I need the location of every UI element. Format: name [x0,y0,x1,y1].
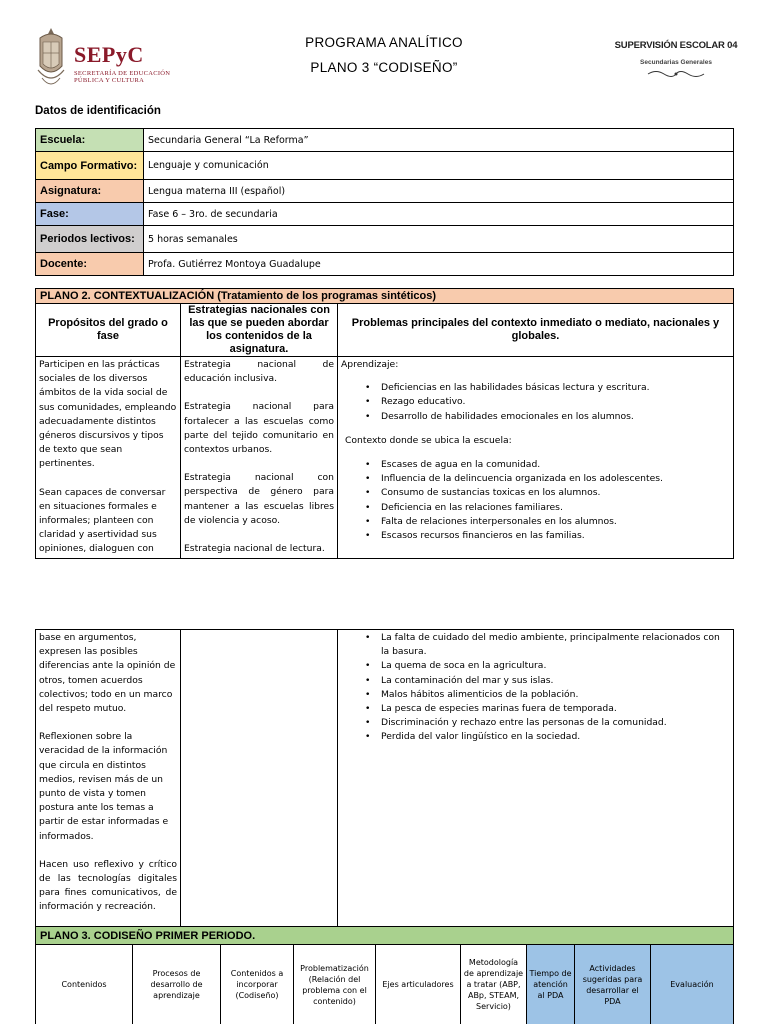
supervision-subtitle: Secundarias Generales [640,59,712,66]
list-item: • Deficiencias en las habilidades básicas lectura y escritura. [365,381,730,395]
col-head-strategies: Estrategias nacionales con las que se pueden abordar los contenidos de la asignatura. [181,304,338,357]
label-escuela: Escuela: [36,129,144,152]
context-label: Contexto donde se ubica la escuela: [345,434,512,446]
supervision-title: SUPERVISIÓN ESCOLAR 04 [614,40,738,51]
value-periodos: 5 horas semanales [144,226,734,253]
list-item: • Escases de agua en la comunidad. [365,458,730,472]
problems-cell [338,357,734,559]
section-label: Datos de identificación [35,105,161,117]
value-campo-formativo: Lenguaje y comunicación [144,152,734,180]
col-head-procesos: Procesos de desarrollo de aprendizaje [133,945,221,1024]
list-item: • Discriminación y rechazo entre las personas de la comunidad. [365,716,730,730]
col-head-ejes: Ejes articuladores [376,945,461,1024]
purposes-paragraph: Sean capaces de conversar en situaciones formales e informales; planteen con claridad y asertividad sus opiniones, dialoguen con [39,486,166,555]
purposes-cell-continued [36,630,181,927]
strategy-item: Estrategia nacional para fortalecer a las escuelas como parte del tejido comunitario en contextos urbanos. [184,401,334,456]
plano2-continuation-table [35,629,734,927]
list-item: • Deficiencia en las relaciones familiares. [365,501,730,515]
label-asignatura: Asignatura: [36,180,144,203]
col-head-evaluacion: Evaluación [651,945,734,1024]
col-head-problematizacion: Problematización (Relación del problema con el contenido) [294,945,376,1024]
label-campo-formativo: Campo Formativo: [36,152,144,180]
list-item: • Perdida del valor lingüístico en la sociedad. [365,730,730,744]
col-head-purposes: Propósitos del grado o fase [36,304,181,357]
plano3-title: PLANO 3. CODISEÑO PRIMER PERIODO. [36,927,734,945]
list-item: • La contaminación del mar y sus islas. [365,674,730,688]
strategies-cell [181,357,338,559]
purposes-cell [36,357,181,559]
supervision-logo [612,40,740,92]
value-escuela: Secundaria General “La Reforma” [144,129,734,152]
plano2-title: PLANO 2. CONTEXTUALIZACIÓN (Tratamiento de los programas sintéticos) [36,289,734,304]
col-head-metodologia: Metodología de aprendizaje a tratar (ABP, ABp, STEAM, Servicio) [461,945,527,1024]
list-item: • Rezago educativo. [365,395,730,409]
org-subtitle-1: SECRETARÍA DE EDUCACIÓN [74,70,171,77]
list-item: • Falta de relaciones interpersonales en los alumnos. [365,515,730,529]
strategy-item: Estrategia nacional con perspectiva de género para mantener a las escuelas libres de violencia y acoso. [184,472,334,526]
label-periodos: Periodos lectivos: [36,226,144,253]
purposes-paragraph: base en argumentos, expresen las posibles diferencias ante la opinión de otros, tomen acuerdos colectivos; todo en un marco del respeto mutuo. [39,632,176,715]
learning-label: Aprendizaje: [341,359,399,370]
purposes-paragraph: Participen en las prácticas sociales de los diversos ámbitos de la vida social de sus comunidades, empleando adecuadamente distintos géneros discursivos y tipos de texto que sean pertinentes. [39,359,177,470]
org-subtitle-2: PÚBLICA Y CULTURA [74,77,145,84]
col-head-contenidos-incorporar: Contenidos a incorporar (Codiseño) [221,945,294,1024]
ornament-icon [646,69,706,79]
value-fase: Fase 6 – 3ro. de secundaria [144,203,734,226]
list-item: • Influencia de la delincuencia organizada en los adolescentes. [365,472,730,486]
col-head-actividades: Actividades sugeridas para desarrollar el PDA [575,945,651,1024]
value-asignatura: Lengua materna III (español) [144,180,734,203]
plano3-table [35,926,734,1024]
list-item: • La pesca de especies marinas fuera de temporada. [365,702,730,716]
label-fase: Fase: [36,203,144,226]
col-head-contenidos: Contenidos [36,945,133,1024]
col-head-tiempo: Tiempo de atención al PDA [527,945,575,1024]
purposes-paragraph: Hacen uso reflexivo y crítico de las tecnologías digitales para fines comunicativos, de información y recreación. [39,858,177,913]
plano2-table [35,288,734,559]
org-name: SEPyC [74,42,144,67]
list-item: • Malos hábitos alimenticios de la población. [365,688,730,702]
identification-table [35,128,734,276]
document-title: PROGRAMA ANALÍTICO [305,35,463,50]
purposes-paragraph: Reflexionen sobre la veracidad de la información que circula en distintos medios, revisen más de un punto de vista y tomen postura ante los temas a partir de estar informadas e informados. [39,731,169,842]
document-subtitle: PLANO 3 “CODISEÑO” [310,60,458,75]
list-item: • Consumo de sustancias toxicas en los alumnos. [365,486,730,500]
strategy-item: Estrategia nacional de lectura. [184,543,325,555]
col-head-problems: Problemas principales del contexto inmediato o mediato, nacionales y globales. [338,304,734,357]
strategy-item: Estrategia nacional de educación inclusiva. [184,359,334,385]
value-docente: Profa. Gutiérrez Montoya Guadalupe [144,253,734,276]
problems-cell-continued [338,630,734,927]
label-docente: Docente: [36,253,144,276]
list-item: • Desarrollo de habilidades emocionales en los alumnos. [365,410,730,424]
strategies-cell-continued [181,630,338,927]
list-item: • La quema de soca en la agricultura. [365,659,730,673]
list-item: • La falta de cuidado del medio ambiente, principalmente relacionados con la basura. [365,631,730,659]
list-item: • Escasos recursos financieros en las familias. [365,529,730,543]
